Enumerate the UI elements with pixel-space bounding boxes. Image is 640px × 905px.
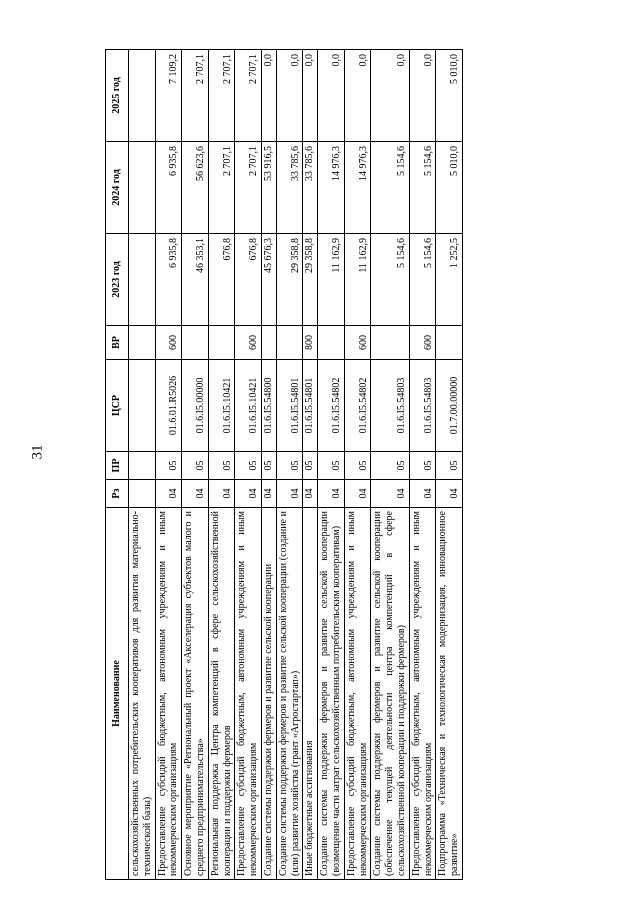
row-vr — [436, 326, 463, 360]
table-row — [303, 50, 318, 880]
row-2023: 1 252,5 — [436, 234, 463, 326]
row-2023: 676,8 — [235, 234, 262, 326]
row-vr — [208, 326, 235, 360]
row-csr: 01.6.I5.10421 — [235, 360, 262, 452]
row-vr — [371, 326, 409, 360]
row-2024: 14 976,3 — [318, 142, 345, 234]
row-2024: 5 010,0 — [436, 142, 463, 234]
row-2025: 2 707,1 — [208, 50, 235, 142]
row-2025: 2 707,1 — [235, 50, 262, 142]
row-rz: 04 — [371, 480, 409, 508]
row-2024: 14 976,3 — [344, 142, 371, 234]
row-name: Предоставление субсидий бюджетным, автономным учреждениям и иным некоммерческим организациям — [344, 508, 371, 880]
row-2024: 2 707,1 — [235, 142, 262, 234]
table-row — [208, 50, 235, 880]
row-vr — [276, 326, 303, 360]
row-vr — [182, 326, 209, 360]
row-rz: 04 — [344, 480, 371, 508]
row-pr: 05 — [276, 452, 303, 480]
row-csr: 01.6.01.R5026 — [155, 360, 182, 452]
table-row — [371, 50, 409, 880]
row-csr: 01.6.I5.54801 — [303, 360, 318, 452]
row-2024: 33 785,6 — [303, 142, 318, 234]
row-2025: 0,0 — [344, 50, 371, 142]
row-vr: 800 — [303, 326, 318, 360]
row-vr — [318, 326, 345, 360]
table-row — [436, 50, 463, 880]
row-pr: 05 — [261, 452, 276, 480]
row-vr: 600 — [235, 326, 262, 360]
row-2025 — [129, 50, 156, 142]
row-csr: 01.6.I5.54800 — [261, 360, 276, 452]
row-2023: 29 358,8 — [303, 234, 318, 326]
row-2024: 33 785,6 — [276, 142, 303, 234]
table-body — [129, 50, 463, 880]
header-2024: 2024 год — [106, 142, 129, 234]
row-2024: 5 154,6 — [409, 142, 436, 234]
row-vr: 600 — [344, 326, 371, 360]
row-rz: 04 — [208, 480, 235, 508]
row-pr: 05 — [208, 452, 235, 480]
header-csr: ЦСР — [106, 360, 129, 452]
row-2024: 5 154,6 — [371, 142, 409, 234]
row-2023: 6 935,8 — [155, 234, 182, 326]
row-vr — [129, 326, 156, 360]
row-vr — [261, 326, 276, 360]
row-2023: 11 162,9 — [344, 234, 371, 326]
row-name: Предоставление субсидий бюджетным, автономным учреждениям и иным некоммерческим организациям — [409, 508, 436, 880]
header-2025: 2025 год — [106, 50, 129, 142]
row-2025: 7 109,2 — [155, 50, 182, 142]
row-2023: 46 353,1 — [182, 234, 209, 326]
row-name: Региональная поддержка Центра компетенций в сфере сельскохозяйственной кооперации и поддержки фермеров — [208, 508, 235, 880]
header-2023: 2023 год — [106, 234, 129, 326]
table-row — [344, 50, 371, 880]
table-row — [129, 50, 156, 880]
row-rz: 04 — [182, 480, 209, 508]
row-name: Основное мероприятие «Региональный проект «Акселерация субъектов малого и среднего предпринимательства» — [182, 508, 209, 880]
table-row — [261, 50, 276, 880]
row-pr: 05 — [182, 452, 209, 480]
row-name: сельскохозяйственных потребительских кооперативов для развития материально-технической базы) — [129, 508, 156, 880]
row-2023: 676,8 — [208, 234, 235, 326]
row-2025: 0,0 — [276, 50, 303, 142]
row-2023: 5 154,6 — [371, 234, 409, 326]
row-csr: 01.6.I5.00000 — [182, 360, 209, 452]
row-2025: 0,0 — [303, 50, 318, 142]
row-2025: 2 707,1 — [182, 50, 209, 142]
row-pr: 05 — [436, 452, 463, 480]
header-rz: Рз — [106, 480, 129, 508]
row-csr: 01.6.I5.54803 — [409, 360, 436, 452]
row-csr: 01.6.I5.54802 — [318, 360, 345, 452]
row-name: Подпрограмма «Техническая и технологическая модернизация, инновационное развитие» — [436, 508, 463, 880]
header-pr: ПР — [106, 452, 129, 480]
row-rz — [129, 480, 156, 508]
row-2023: 29 358,8 — [276, 234, 303, 326]
row-csr: 01.6.I5.54801 — [276, 360, 303, 452]
table-row — [235, 50, 262, 880]
row-2024: 6 935,8 — [155, 142, 182, 234]
row-name: Создание системы поддержки фермеров и развитие сельской кооперации (возмещение части затрат сельскохозяйственным потребительским кооперативам) — [318, 508, 345, 880]
row-2023 — [129, 234, 156, 326]
row-name: Предоставление субсидий бюджетным, автономным учреждениям и иным некоммерческим организациям — [155, 508, 182, 880]
table-row — [182, 50, 209, 880]
row-2025: 0,0 — [409, 50, 436, 142]
row-name: Создание системы поддержки фермеров и развитие сельской кооперации (создание и (или) развитие хозяйства (грант «Агростартап») — [276, 508, 303, 880]
row-2024: 56 623,6 — [182, 142, 209, 234]
row-2023: 11 162,9 — [318, 234, 345, 326]
row-name: Иные бюджетные ассигнования — [303, 508, 318, 880]
row-rz: 04 — [261, 480, 276, 508]
row-pr: 05 — [318, 452, 345, 480]
row-2024: 2 707,1 — [208, 142, 235, 234]
row-rz: 04 — [276, 480, 303, 508]
table-row — [276, 50, 303, 880]
row-rz: 04 — [235, 480, 262, 508]
header-vr: ВР — [106, 326, 129, 360]
table-header-row — [106, 50, 129, 880]
row-2024 — [129, 142, 156, 234]
row-pr — [129, 452, 156, 480]
row-2025: 0,0 — [318, 50, 345, 142]
row-csr: 01.6.I5.10421 — [208, 360, 235, 452]
row-rz: 04 — [409, 480, 436, 508]
row-pr: 05 — [371, 452, 409, 480]
row-pr: 05 — [235, 452, 262, 480]
row-2025: 5 010,0 — [436, 50, 463, 142]
row-rz: 04 — [318, 480, 345, 508]
row-pr: 05 — [303, 452, 318, 480]
budget-table — [105, 49, 463, 880]
rotated-table-container — [105, 50, 625, 880]
page-number: 31 — [29, 444, 46, 460]
row-rz: 04 — [155, 480, 182, 508]
row-pr: 05 — [409, 452, 436, 480]
row-pr: 05 — [155, 452, 182, 480]
row-csr: 01.6.I5.54802 — [344, 360, 371, 452]
row-csr — [129, 360, 156, 452]
row-vr: 600 — [155, 326, 182, 360]
row-rz: 04 — [303, 480, 318, 508]
row-vr: 600 — [409, 326, 436, 360]
table-row — [409, 50, 436, 880]
row-csr: 01.7.00.00000 — [436, 360, 463, 452]
row-name: Создание системы поддержки фермеров и развитие сельской кооперации (обеспечение текущей деятельности центра компетенций в сфере сельскохозяйственной кооперации и поддержки фермеров) — [371, 508, 409, 880]
header-name: Наименование — [106, 508, 129, 880]
table-row — [155, 50, 182, 880]
table-row — [318, 50, 345, 880]
row-2023: 5 154,6 — [409, 234, 436, 326]
row-name: Предоставление субсидий бюджетным, автономным учреждениям и иным некоммерческим организациям — [235, 508, 262, 880]
row-name: Создание системы поддержки фермеров и развитие сельской кооперации — [261, 508, 276, 880]
row-pr: 05 — [344, 452, 371, 480]
row-2025: 0,0 — [371, 50, 409, 142]
row-2023: 45 676,3 — [261, 234, 276, 326]
row-2024: 53 916,5 — [261, 142, 276, 234]
row-2025: 0,0 — [261, 50, 276, 142]
row-csr: 01.6.I5.54803 — [371, 360, 409, 452]
row-rz: 04 — [436, 480, 463, 508]
